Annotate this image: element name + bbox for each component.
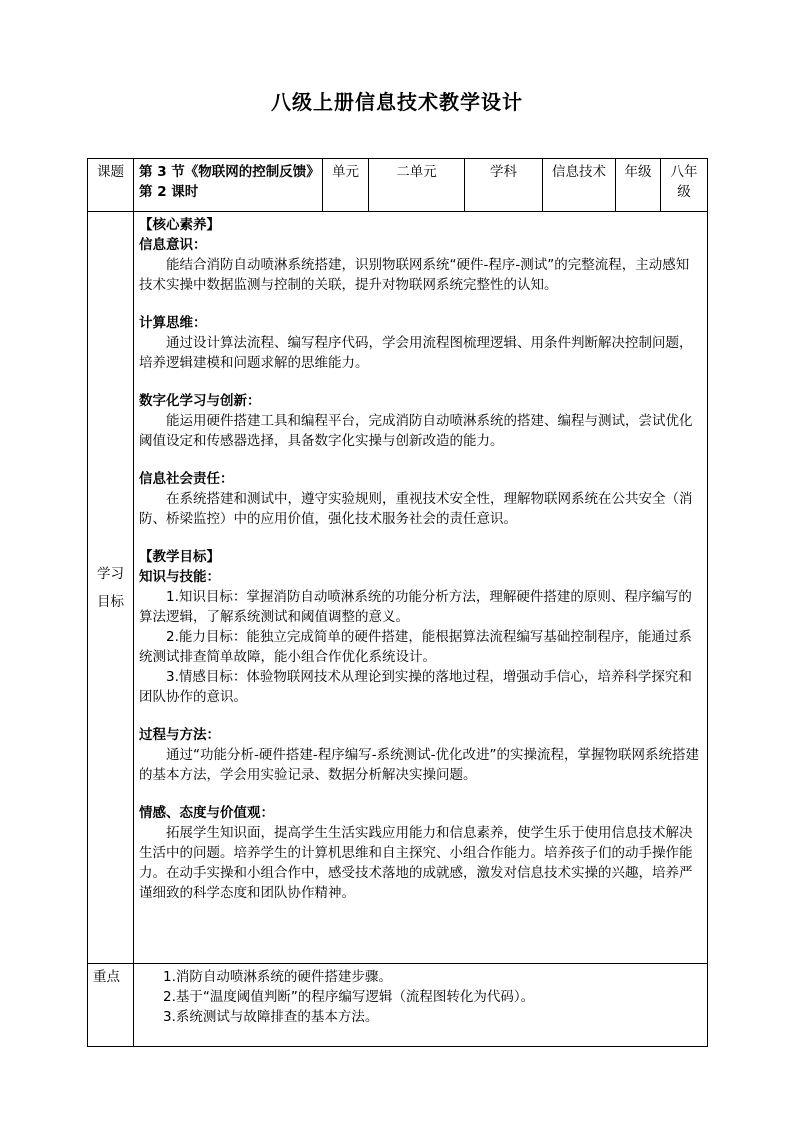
key-points-content xyxy=(134,964,708,1047)
digital-heading: 数字化学习与创新： xyxy=(139,393,261,409)
lesson-plan-table xyxy=(87,158,708,1047)
subject-label: 学科 xyxy=(465,159,543,212)
process-text: 通过“功能分析-硬件搭建-程序编写-系统测试-优化改进”的实操流程，掌握物联网系统搭建的基本方法，学会用实验记录、数据分析解决实操问题。 xyxy=(139,747,699,783)
unit-label: 单元 xyxy=(323,159,369,212)
study-goals-content xyxy=(134,212,708,964)
key-points-label: 重点 xyxy=(88,964,134,1047)
key-point-item: 2.基于“温度阈值判断”的程序编写逻辑（流程图转化为代码）。 xyxy=(163,989,535,1005)
digital-text: 能运用硬件搭建工具和编程平台，完成消防自动喷淋系统的搭建、编程与测试，尝试优化阈值设定和传感器选择，具备数字化实操与创新改造的能力。 xyxy=(139,413,693,449)
knowledge-item: 2.能力目标：能独立完成简单的硬件搭建，能根据算法流程编写基础控制程序，能通过系统测试排查简单故障，能小组合作优化系统设计。 xyxy=(139,629,692,665)
header-row xyxy=(88,159,708,212)
info-awareness-text: 能结合消防自动喷淋系统搭建，识别物联网系统“硬件-程序-测试”的完整流程，主动感知技术实操中数据监测与控制的关联，提升对物联网系统完整性的认知。 xyxy=(139,257,690,293)
unit-value: 二单元 xyxy=(369,159,465,212)
computational-text: 通过设计算法流程、编写程序代码，学会用流程图梳理逻辑、用条件判断解决控制问题，培养逻辑建模和问题求解的思维能力。 xyxy=(139,335,693,371)
topic-value: 第 3 节《物联网的控制反馈》第 2 课时 xyxy=(134,159,323,212)
emotion-heading: 情感、态度与价值观： xyxy=(139,805,274,821)
teaching-goals-heading: 【教学目标】 xyxy=(139,549,220,565)
knowledge-heading: 知识与技能： xyxy=(139,569,220,585)
grade-value: 八年级 xyxy=(661,159,708,212)
grade-label: 年级 xyxy=(616,159,661,212)
knowledge-item: 1.知识目标：掌握消防自动喷淋系统的功能分析方法，理解硬件搭建的原则、程序编写的算法逻辑，了解系统测试和阈值调整的意义。 xyxy=(139,589,692,625)
study-goals-label xyxy=(88,212,134,964)
key-point-item: 3.系统测试与故障排查的基本方法。 xyxy=(163,1009,379,1025)
knowledge-item: 3.情感目标：体验物联网技术从理论到实操的落地过程，增强动手信心，培养科学探究和团队协作的意识。 xyxy=(139,669,692,705)
computational-heading: 计算思维： xyxy=(139,315,207,331)
emotion-text: 拓展学生知识面，提高学生生活实践应用能力和信息素养，使学生乐于使用信息技术解决生活中的问题。培养学生的计算机思维和自主探究、小组合作能力。培养孩子们的动手操作能力。在动手实操和小组合作中，感受技术落地的成就感，激发对信息技术实操的兴趣，培养严谨细致的科学态度和团队协作精神。 xyxy=(139,825,693,901)
study-goals-row xyxy=(88,212,708,964)
document-title: 八级上册信息技术教学设计 xyxy=(271,90,523,114)
key-point-item: 1.消防自动喷淋系统的硬件搭建步骤。 xyxy=(163,969,392,985)
social-text: 在系统搭建和测试中，遵守实验规则，重视技术安全性，理解物联网系统在公共安全（消防、桥梁监控）中的应用价值，强化技术服务社会的责任意识。 xyxy=(139,491,693,527)
social-heading: 信息社会责任： xyxy=(139,471,234,487)
process-heading: 过程与方法： xyxy=(139,727,220,743)
subject-value: 信息技术 xyxy=(543,159,616,212)
key-points-row xyxy=(88,964,708,1047)
study-goals-label-text: 学习目标 xyxy=(97,565,124,610)
topic-label: 课题 xyxy=(88,159,134,212)
info-awareness-heading: 信息意识： xyxy=(139,237,207,253)
core-literacy-heading: 【核心素养】 xyxy=(139,217,220,233)
